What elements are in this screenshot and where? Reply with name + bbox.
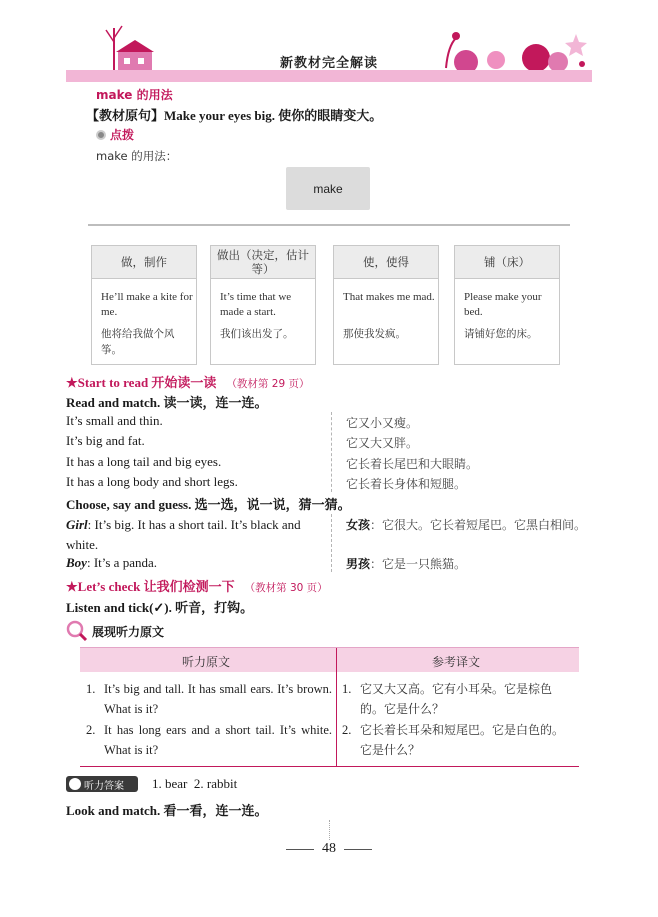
meaning-card [454,245,560,365]
start-to-read-ref: （教材第 29 页） [226,378,310,390]
center-rule [329,820,330,840]
section-heading: make 的用法 [96,88,173,102]
boy-label: Boy [66,555,87,570]
page-dash-left [286,849,314,850]
match-en: It has a long body and short legs. [66,474,238,489]
row-original: It has long ears and a short tail. It’s white. What is it? [104,723,332,757]
match-en: It’s big and fat. [66,433,145,448]
col-translation: 参考译文 [432,655,481,669]
answer-label: 听力答案 [84,780,124,792]
boy-cn-label: 男孩 [346,557,371,571]
card-example-cn: 我们该出发了。 [220,328,294,340]
match-cn: 它长着长身体和短腿。 [346,477,467,491]
card-example-cn: 那使我发疯。 [343,328,406,340]
listening-heading [66,620,164,642]
col-original: 听力原文 [182,655,231,669]
meaning-card [91,245,197,365]
match-cn: 它长着长尾巴和大眼睛。 [346,457,479,471]
girl-cn-label: 女孩 [346,518,371,532]
row-translation: 它长着长耳朵和短尾巴。它是白色的。它是什么？ [360,723,565,757]
girl-line [66,515,324,555]
card-meaning: 使，使得 [333,245,439,279]
card-example-en: Please make your bed. [464,291,542,318]
meaning-card [210,245,316,365]
card-example-en: That makes me mad. [343,291,435,303]
row-number: 2. [86,723,96,737]
boy-cn-line [346,555,466,572]
card-example-en: He’ll make a kite for me. [101,291,193,318]
match-separator [331,412,332,492]
make-root-box: make [286,167,370,210]
make-usage-intro: make 的用法： [96,149,178,163]
row-original: It’s big and tall. It has small ears. It’s brown. What is it? [104,682,332,716]
table-header [80,648,579,672]
answers: 1. bear 2. rabbit [152,776,238,791]
header-title: 新教材完全解读 [279,56,378,71]
lets-check-ref: （教材第 30 页） [244,582,328,594]
card-example-cn: 请铺好您的床。 [464,328,538,340]
dialogue-separator [331,514,332,572]
boy-cn-text: ：它是一只熊猫。 [370,557,467,571]
start-to-read-title: ★Start to read 开始读一读 [66,375,217,390]
card-meaning: 做出（决定，估计等） [210,245,316,279]
row-number: 1. [86,682,96,696]
card-example-cn: 他将给我做个风筝。 [101,328,175,356]
page-number [280,841,378,857]
match-en: It’s small and thin. [66,413,163,428]
face-icon [69,778,81,790]
match-cn: 它又小又瘦。 [346,416,419,430]
girl-cn-text: ：它很大。它长着短尾巴。它黑白相间。 [370,518,587,532]
girl-text: : It’s big. It has a short tail. It’s black and white. [66,517,301,552]
row-translation: 它又大又高。它有小耳朵。它是棕色的。它是什么？ [360,682,553,716]
row-number: 2. [342,723,352,737]
page-dash-right [344,849,372,850]
source-sentence: 【教材原句】Make your eyes big. 使你的眼睛变大。 [86,108,383,123]
girl-cn-line [346,515,596,535]
diagram-divider [88,224,570,226]
match-en: It has a long tail and big eyes. [66,454,222,469]
choose-say-guess-task: Choose, say and guess. 选一选，说一说，猜一猜。 [66,497,351,512]
header-band [66,70,592,82]
lets-check-title: ★Let’s check 让我们检测一下 [66,579,235,594]
listen-tick-task: Listen and tick(✓). 听音，打钩。 [66,600,254,615]
look-and-match-task: Look and match. 看一看，连一连。 [66,803,268,818]
card-example-en: It’s time that we made a start. [220,291,292,318]
row-number: 1. [342,682,352,696]
meaning-card [333,245,439,365]
gear-bullet-icon [96,130,106,140]
card-meaning: 铺（床） [454,245,560,279]
girl-label: Girl [66,517,88,532]
card-meaning: 做，制作 [91,245,197,279]
lets-check-heading [66,576,328,596]
tip-heading [96,126,134,143]
listening-table [80,647,579,767]
boy-text: : It’s a panda. [86,555,157,570]
page-number-value: 48 [322,841,336,856]
start-to-read-heading [66,372,309,392]
match-cn: 它又大又胖。 [346,436,419,450]
read-match-task: Read and match. 读一读，连一连。 [66,395,268,410]
boy-line [66,555,157,571]
listening-title: 展现听力原文 [92,624,165,639]
table-divider [336,648,337,766]
tip-title: 点拨 [110,128,135,142]
page-header [66,18,592,82]
magnifier-icon [66,620,88,642]
answer-badge [66,776,138,792]
